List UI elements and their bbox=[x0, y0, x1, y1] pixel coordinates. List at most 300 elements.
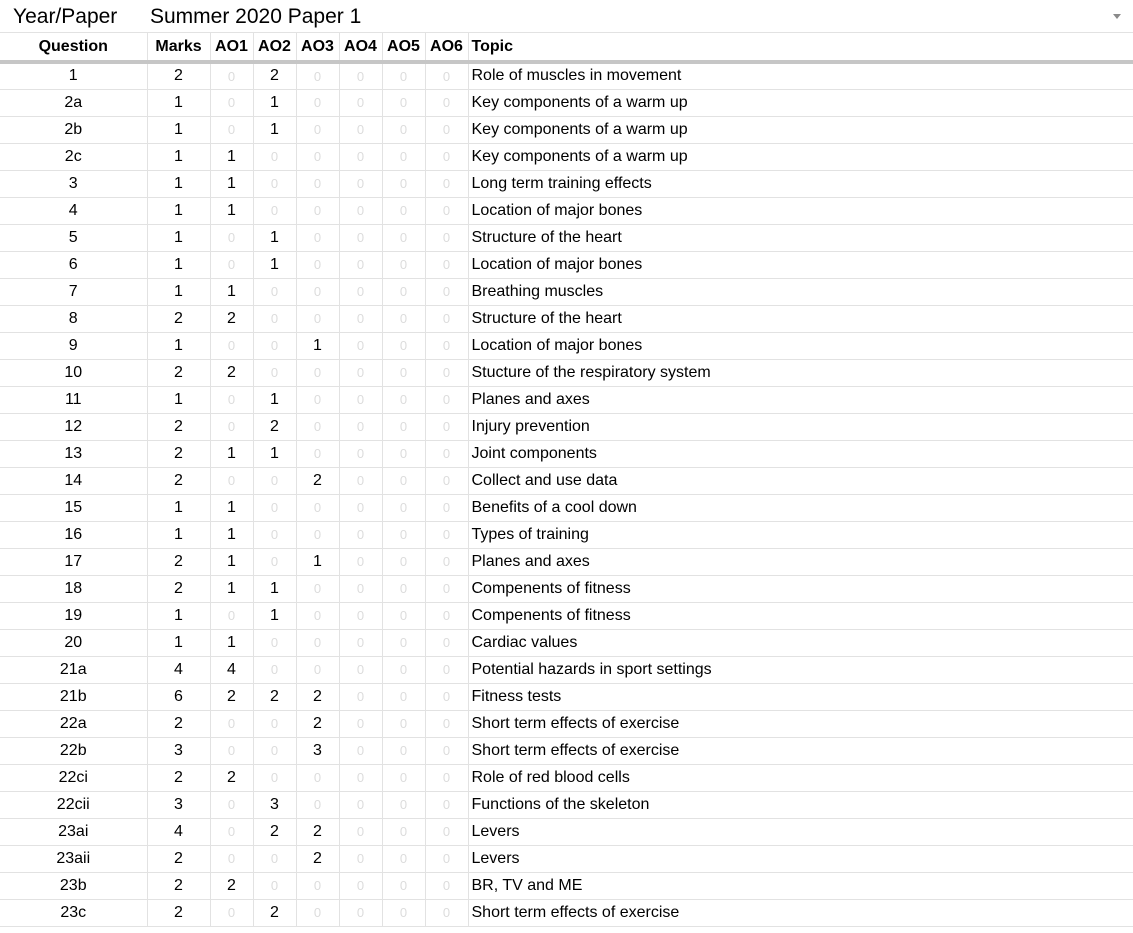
cell-ao1[interactable]: 1 bbox=[210, 170, 253, 197]
cell-ao2[interactable]: 0 bbox=[253, 845, 296, 872]
cell-question[interactable]: 23aii bbox=[0, 845, 147, 872]
cell-ao3[interactable]: 2 bbox=[296, 467, 339, 494]
cell-topic[interactable]: Structure of the heart bbox=[468, 305, 1133, 332]
cell-ao2[interactable]: 0 bbox=[253, 872, 296, 899]
cell-ao5[interactable]: 0 bbox=[382, 332, 425, 359]
cell-ao3[interactable]: 0 bbox=[296, 791, 339, 818]
cell-ao6[interactable]: 0 bbox=[425, 197, 468, 224]
cell-question[interactable]: 15 bbox=[0, 494, 147, 521]
cell-question[interactable]: 22ci bbox=[0, 764, 147, 791]
cell-ao6[interactable]: 0 bbox=[425, 575, 468, 602]
cell-question[interactable]: 2c bbox=[0, 143, 147, 170]
cell-question[interactable]: 6 bbox=[0, 251, 147, 278]
cell-ao2[interactable]: 0 bbox=[253, 467, 296, 494]
cell-ao4[interactable]: 0 bbox=[339, 602, 382, 629]
cell-ao6[interactable]: 0 bbox=[425, 791, 468, 818]
cell-ao5[interactable]: 0 bbox=[382, 62, 425, 89]
cell-ao5[interactable]: 0 bbox=[382, 899, 425, 926]
cell-question[interactable]: 22a bbox=[0, 710, 147, 737]
cell-ao1[interactable]: 0 bbox=[210, 737, 253, 764]
cell-ao4[interactable]: 0 bbox=[339, 89, 382, 116]
cell-ao3[interactable]: 0 bbox=[296, 602, 339, 629]
cell-ao3[interactable]: 2 bbox=[296, 818, 339, 845]
cell-ao2[interactable]: 0 bbox=[253, 197, 296, 224]
cell-marks[interactable]: 1 bbox=[147, 143, 210, 170]
cell-ao6[interactable]: 0 bbox=[425, 224, 468, 251]
cell-marks[interactable]: 2 bbox=[147, 845, 210, 872]
cell-question[interactable]: 22cii bbox=[0, 791, 147, 818]
cell-ao5[interactable]: 0 bbox=[382, 386, 425, 413]
column-header-ao2[interactable]: AO2 bbox=[253, 33, 296, 62]
cell-ao2[interactable]: 0 bbox=[253, 332, 296, 359]
cell-ao6[interactable]: 0 bbox=[425, 737, 468, 764]
cell-topic[interactable]: Location of major bones bbox=[468, 197, 1133, 224]
cell-question[interactable]: 14 bbox=[0, 467, 147, 494]
cell-question[interactable]: 19 bbox=[0, 602, 147, 629]
cell-ao2[interactable]: 0 bbox=[253, 629, 296, 656]
cell-ao1[interactable]: 1 bbox=[210, 278, 253, 305]
cell-ao4[interactable]: 0 bbox=[339, 224, 382, 251]
cell-ao6[interactable]: 0 bbox=[425, 548, 468, 575]
cell-ao5[interactable]: 0 bbox=[382, 359, 425, 386]
cell-ao1[interactable]: 1 bbox=[210, 629, 253, 656]
cell-question[interactable]: 9 bbox=[0, 332, 147, 359]
cell-topic[interactable]: Key components of a warm up bbox=[468, 116, 1133, 143]
cell-ao1[interactable]: 0 bbox=[210, 62, 253, 89]
cell-ao6[interactable]: 0 bbox=[425, 656, 468, 683]
cell-ao4[interactable]: 0 bbox=[339, 818, 382, 845]
cell-ao4[interactable]: 0 bbox=[339, 62, 382, 89]
cell-topic[interactable]: Location of major bones bbox=[468, 332, 1133, 359]
cell-ao4[interactable]: 0 bbox=[339, 467, 382, 494]
cell-ao6[interactable]: 0 bbox=[425, 62, 468, 89]
cell-ao6[interactable]: 0 bbox=[425, 440, 468, 467]
cell-ao6[interactable]: 0 bbox=[425, 170, 468, 197]
cell-ao5[interactable]: 0 bbox=[382, 845, 425, 872]
cell-marks[interactable]: 1 bbox=[147, 170, 210, 197]
cell-ao3[interactable]: 0 bbox=[296, 251, 339, 278]
cell-ao5[interactable]: 0 bbox=[382, 683, 425, 710]
cell-question[interactable]: 23b bbox=[0, 872, 147, 899]
cell-ao4[interactable]: 0 bbox=[339, 872, 382, 899]
cell-ao6[interactable]: 0 bbox=[425, 872, 468, 899]
cell-marks[interactable]: 1 bbox=[147, 278, 210, 305]
cell-ao5[interactable]: 0 bbox=[382, 710, 425, 737]
cell-topic[interactable]: BR, TV and ME bbox=[468, 872, 1133, 899]
cell-topic[interactable]: Role of red blood cells bbox=[468, 764, 1133, 791]
column-header-ao3[interactable]: AO3 bbox=[296, 33, 339, 62]
cell-topic[interactable]: Long term training effects bbox=[468, 170, 1133, 197]
cell-question[interactable]: 2b bbox=[0, 116, 147, 143]
cell-ao4[interactable]: 0 bbox=[339, 116, 382, 143]
cell-question[interactable]: 23ai bbox=[0, 818, 147, 845]
cell-ao2[interactable]: 1 bbox=[253, 224, 296, 251]
cell-ao5[interactable]: 0 bbox=[382, 548, 425, 575]
cell-ao4[interactable]: 0 bbox=[339, 440, 382, 467]
cell-ao3[interactable]: 0 bbox=[296, 764, 339, 791]
cell-question[interactable]: 1 bbox=[0, 62, 147, 89]
cell-ao2[interactable]: 0 bbox=[253, 521, 296, 548]
cell-topic[interactable]: Planes and axes bbox=[468, 386, 1133, 413]
cell-ao5[interactable]: 0 bbox=[382, 413, 425, 440]
cell-ao4[interactable]: 0 bbox=[339, 170, 382, 197]
cell-topic[interactable]: Compenents of fitness bbox=[468, 575, 1133, 602]
column-header-ao1[interactable]: AO1 bbox=[210, 33, 253, 62]
cell-ao3[interactable]: 0 bbox=[296, 386, 339, 413]
cell-topic[interactable]: Injury prevention bbox=[468, 413, 1133, 440]
cell-ao1[interactable]: 1 bbox=[210, 575, 253, 602]
cell-ao1[interactable]: 0 bbox=[210, 332, 253, 359]
paper-selector-value[interactable]: Summer 2020 Paper 1 bbox=[150, 5, 362, 28]
cell-ao3[interactable]: 0 bbox=[296, 305, 339, 332]
cell-topic[interactable]: Role of muscles in movement bbox=[468, 62, 1133, 89]
cell-ao5[interactable]: 0 bbox=[382, 251, 425, 278]
cell-ao2[interactable]: 0 bbox=[253, 764, 296, 791]
cell-ao4[interactable]: 0 bbox=[339, 305, 382, 332]
cell-ao5[interactable]: 0 bbox=[382, 89, 425, 116]
cell-question[interactable]: 23c bbox=[0, 899, 147, 926]
cell-ao5[interactable]: 0 bbox=[382, 629, 425, 656]
cell-ao3[interactable]: 0 bbox=[296, 62, 339, 89]
cell-question[interactable]: 20 bbox=[0, 629, 147, 656]
cell-ao3[interactable]: 1 bbox=[296, 548, 339, 575]
cell-topic[interactable]: Cardiac values bbox=[468, 629, 1133, 656]
cell-marks[interactable]: 3 bbox=[147, 737, 210, 764]
cell-ao6[interactable]: 0 bbox=[425, 143, 468, 170]
cell-ao3[interactable]: 0 bbox=[296, 575, 339, 602]
cell-ao2[interactable]: 2 bbox=[253, 62, 296, 89]
cell-question[interactable]: 3 bbox=[0, 170, 147, 197]
cell-ao3[interactable]: 2 bbox=[296, 710, 339, 737]
cell-question[interactable]: 4 bbox=[0, 197, 147, 224]
cell-ao3[interactable]: 0 bbox=[296, 413, 339, 440]
cell-ao2[interactable]: 2 bbox=[253, 899, 296, 926]
cell-ao3[interactable]: 0 bbox=[296, 197, 339, 224]
column-header-question[interactable]: Question bbox=[0, 33, 147, 62]
cell-ao4[interactable]: 0 bbox=[339, 791, 382, 818]
cell-topic[interactable]: Levers bbox=[468, 845, 1133, 872]
cell-ao1[interactable]: 0 bbox=[210, 224, 253, 251]
cell-question[interactable]: 21b bbox=[0, 683, 147, 710]
cell-marks[interactable]: 2 bbox=[147, 440, 210, 467]
cell-question[interactable]: 13 bbox=[0, 440, 147, 467]
cell-ao1[interactable]: 1 bbox=[210, 494, 253, 521]
cell-ao2[interactable]: 0 bbox=[253, 656, 296, 683]
cell-ao2[interactable]: 0 bbox=[253, 494, 296, 521]
cell-ao6[interactable]: 0 bbox=[425, 359, 468, 386]
cell-ao2[interactable]: 1 bbox=[253, 251, 296, 278]
cell-marks[interactable]: 3 bbox=[147, 791, 210, 818]
cell-ao5[interactable]: 0 bbox=[382, 224, 425, 251]
column-header-ao6[interactable]: AO6 bbox=[425, 33, 468, 62]
cell-ao1[interactable]: 1 bbox=[210, 143, 253, 170]
cell-ao5[interactable]: 0 bbox=[382, 737, 425, 764]
cell-ao5[interactable]: 0 bbox=[382, 197, 425, 224]
cell-question[interactable]: 2a bbox=[0, 89, 147, 116]
chevron-down-icon[interactable] bbox=[1113, 14, 1121, 19]
cell-ao6[interactable]: 0 bbox=[425, 305, 468, 332]
cell-topic[interactable]: Fitness tests bbox=[468, 683, 1133, 710]
cell-topic[interactable]: Types of training bbox=[468, 521, 1133, 548]
cell-topic[interactable]: Potential hazards in sport settings bbox=[468, 656, 1133, 683]
cell-topic[interactable]: Joint components bbox=[468, 440, 1133, 467]
cell-ao5[interactable]: 0 bbox=[382, 521, 425, 548]
cell-ao1[interactable]: 0 bbox=[210, 845, 253, 872]
cell-ao4[interactable]: 0 bbox=[339, 494, 382, 521]
cell-marks[interactable]: 2 bbox=[147, 872, 210, 899]
cell-question[interactable]: 12 bbox=[0, 413, 147, 440]
cell-ao6[interactable]: 0 bbox=[425, 710, 468, 737]
cell-marks[interactable]: 2 bbox=[147, 764, 210, 791]
cell-ao2[interactable]: 0 bbox=[253, 737, 296, 764]
cell-marks[interactable]: 1 bbox=[147, 197, 210, 224]
cell-ao1[interactable]: 1 bbox=[210, 440, 253, 467]
cell-ao3[interactable]: 0 bbox=[296, 359, 339, 386]
cell-ao5[interactable]: 0 bbox=[382, 791, 425, 818]
cell-topic[interactable]: Breathing muscles bbox=[468, 278, 1133, 305]
cell-marks[interactable]: 2 bbox=[147, 413, 210, 440]
cell-ao4[interactable]: 0 bbox=[339, 413, 382, 440]
cell-ao1[interactable]: 0 bbox=[210, 89, 253, 116]
cell-topic[interactable]: Key components of a warm up bbox=[468, 143, 1133, 170]
cell-ao1[interactable]: 4 bbox=[210, 656, 253, 683]
cell-question[interactable]: 7 bbox=[0, 278, 147, 305]
cell-ao4[interactable]: 0 bbox=[339, 278, 382, 305]
cell-ao5[interactable]: 0 bbox=[382, 170, 425, 197]
cell-ao5[interactable]: 0 bbox=[382, 602, 425, 629]
cell-ao4[interactable]: 0 bbox=[339, 845, 382, 872]
cell-ao5[interactable]: 0 bbox=[382, 656, 425, 683]
cell-question[interactable]: 21a bbox=[0, 656, 147, 683]
cell-ao4[interactable]: 0 bbox=[339, 629, 382, 656]
cell-marks[interactable]: 4 bbox=[147, 656, 210, 683]
cell-ao2[interactable]: 1 bbox=[253, 89, 296, 116]
cell-marks[interactable]: 1 bbox=[147, 224, 210, 251]
cell-ao4[interactable]: 0 bbox=[339, 386, 382, 413]
column-header-topic[interactable]: Topic bbox=[468, 33, 1133, 62]
cell-question[interactable]: 5 bbox=[0, 224, 147, 251]
cell-ao2[interactable]: 1 bbox=[253, 386, 296, 413]
cell-ao4[interactable]: 0 bbox=[339, 143, 382, 170]
cell-topic[interactable]: Short term effects of exercise bbox=[468, 899, 1133, 926]
cell-ao1[interactable]: 1 bbox=[210, 197, 253, 224]
cell-ao3[interactable]: 0 bbox=[296, 170, 339, 197]
cell-marks[interactable]: 2 bbox=[147, 575, 210, 602]
cell-ao1[interactable]: 2 bbox=[210, 305, 253, 332]
cell-topic[interactable]: Short term effects of exercise bbox=[468, 737, 1133, 764]
cell-topic[interactable]: Functions of the skeleton bbox=[468, 791, 1133, 818]
cell-ao1[interactable]: 2 bbox=[210, 683, 253, 710]
cell-ao5[interactable]: 0 bbox=[382, 467, 425, 494]
cell-ao5[interactable]: 0 bbox=[382, 818, 425, 845]
cell-ao1[interactable]: 2 bbox=[210, 764, 253, 791]
cell-marks[interactable]: 2 bbox=[147, 467, 210, 494]
cell-ao6[interactable]: 0 bbox=[425, 413, 468, 440]
cell-ao6[interactable]: 0 bbox=[425, 818, 468, 845]
column-header-ao4[interactable]: AO4 bbox=[339, 33, 382, 62]
cell-ao1[interactable]: 2 bbox=[210, 872, 253, 899]
cell-question[interactable]: 22b bbox=[0, 737, 147, 764]
cell-ao3[interactable]: 0 bbox=[296, 521, 339, 548]
cell-ao6[interactable]: 0 bbox=[425, 116, 468, 143]
cell-ao3[interactable]: 0 bbox=[296, 224, 339, 251]
cell-ao6[interactable]: 0 bbox=[425, 602, 468, 629]
cell-question[interactable]: 17 bbox=[0, 548, 147, 575]
cell-ao6[interactable]: 0 bbox=[425, 386, 468, 413]
cell-ao3[interactable]: 0 bbox=[296, 494, 339, 521]
cell-ao2[interactable]: 0 bbox=[253, 143, 296, 170]
cell-ao3[interactable]: 2 bbox=[296, 845, 339, 872]
cell-ao4[interactable]: 0 bbox=[339, 656, 382, 683]
cell-marks[interactable]: 2 bbox=[147, 359, 210, 386]
cell-ao1[interactable]: 0 bbox=[210, 791, 253, 818]
cell-ao1[interactable]: 0 bbox=[210, 413, 253, 440]
cell-ao4[interactable]: 0 bbox=[339, 737, 382, 764]
cell-ao4[interactable]: 0 bbox=[339, 359, 382, 386]
paper-selector[interactable] bbox=[0, 0, 1133, 33]
cell-topic[interactable]: Collect and use data bbox=[468, 467, 1133, 494]
cell-marks[interactable]: 1 bbox=[147, 251, 210, 278]
cell-ao5[interactable]: 0 bbox=[382, 143, 425, 170]
cell-marks[interactable]: 1 bbox=[147, 629, 210, 656]
cell-ao4[interactable]: 0 bbox=[339, 548, 382, 575]
cell-marks[interactable]: 1 bbox=[147, 521, 210, 548]
cell-question[interactable]: 16 bbox=[0, 521, 147, 548]
cell-ao4[interactable]: 0 bbox=[339, 710, 382, 737]
cell-ao2[interactable]: 0 bbox=[253, 305, 296, 332]
cell-ao2[interactable]: 1 bbox=[253, 116, 296, 143]
cell-ao2[interactable]: 1 bbox=[253, 602, 296, 629]
cell-topic[interactable]: Levers bbox=[468, 818, 1133, 845]
cell-marks[interactable]: 4 bbox=[147, 818, 210, 845]
cell-ao5[interactable]: 0 bbox=[382, 305, 425, 332]
cell-ao1[interactable]: 0 bbox=[210, 710, 253, 737]
cell-ao6[interactable]: 0 bbox=[425, 683, 468, 710]
cell-marks[interactable]: 1 bbox=[147, 116, 210, 143]
cell-ao1[interactable]: 0 bbox=[210, 386, 253, 413]
cell-topic[interactable]: Short term effects of exercise bbox=[468, 710, 1133, 737]
cell-ao3[interactable]: 0 bbox=[296, 440, 339, 467]
cell-ao4[interactable]: 0 bbox=[339, 197, 382, 224]
cell-ao1[interactable]: 0 bbox=[210, 818, 253, 845]
cell-ao4[interactable]: 0 bbox=[339, 251, 382, 278]
cell-ao5[interactable]: 0 bbox=[382, 440, 425, 467]
cell-ao4[interactable]: 0 bbox=[339, 332, 382, 359]
cell-ao6[interactable]: 0 bbox=[425, 845, 468, 872]
cell-ao3[interactable]: 2 bbox=[296, 683, 339, 710]
cell-ao5[interactable]: 0 bbox=[382, 872, 425, 899]
cell-topic[interactable]: Planes and axes bbox=[468, 548, 1133, 575]
cell-ao2[interactable]: 0 bbox=[253, 548, 296, 575]
cell-ao2[interactable]: 2 bbox=[253, 818, 296, 845]
cell-ao4[interactable]: 0 bbox=[339, 575, 382, 602]
cell-ao5[interactable]: 0 bbox=[382, 764, 425, 791]
cell-ao5[interactable]: 0 bbox=[382, 575, 425, 602]
cell-question[interactable]: 8 bbox=[0, 305, 147, 332]
cell-ao1[interactable]: 2 bbox=[210, 359, 253, 386]
cell-ao2[interactable]: 1 bbox=[253, 575, 296, 602]
cell-question[interactable]: 11 bbox=[0, 386, 147, 413]
cell-marks[interactable]: 2 bbox=[147, 62, 210, 89]
cell-marks[interactable]: 1 bbox=[147, 89, 210, 116]
cell-marks[interactable]: 1 bbox=[147, 386, 210, 413]
cell-ao6[interactable]: 0 bbox=[425, 899, 468, 926]
cell-topic[interactable]: Compenents of fitness bbox=[468, 602, 1133, 629]
cell-ao3[interactable]: 0 bbox=[296, 629, 339, 656]
cell-topic[interactable]: Location of major bones bbox=[468, 251, 1133, 278]
cell-marks[interactable]: 2 bbox=[147, 548, 210, 575]
cell-ao1[interactable]: 1 bbox=[210, 548, 253, 575]
cell-ao6[interactable]: 0 bbox=[425, 629, 468, 656]
cell-ao1[interactable]: 0 bbox=[210, 251, 253, 278]
cell-ao2[interactable]: 1 bbox=[253, 440, 296, 467]
cell-ao1[interactable]: 0 bbox=[210, 116, 253, 143]
cell-ao6[interactable]: 0 bbox=[425, 764, 468, 791]
cell-marks[interactable]: 2 bbox=[147, 305, 210, 332]
cell-ao2[interactable]: 0 bbox=[253, 710, 296, 737]
cell-ao3[interactable]: 0 bbox=[296, 143, 339, 170]
cell-ao3[interactable]: 1 bbox=[296, 332, 339, 359]
cell-ao6[interactable]: 0 bbox=[425, 494, 468, 521]
cell-ao5[interactable]: 0 bbox=[382, 494, 425, 521]
cell-ao4[interactable]: 0 bbox=[339, 899, 382, 926]
cell-marks[interactable]: 6 bbox=[147, 683, 210, 710]
cell-ao6[interactable]: 0 bbox=[425, 89, 468, 116]
cell-ao3[interactable]: 0 bbox=[296, 872, 339, 899]
cell-ao6[interactable]: 0 bbox=[425, 521, 468, 548]
cell-ao1[interactable]: 0 bbox=[210, 602, 253, 629]
cell-ao6[interactable]: 0 bbox=[425, 332, 468, 359]
cell-ao2[interactable]: 0 bbox=[253, 170, 296, 197]
cell-ao2[interactable]: 2 bbox=[253, 413, 296, 440]
cell-ao5[interactable]: 0 bbox=[382, 116, 425, 143]
column-header-marks[interactable]: Marks bbox=[147, 33, 210, 62]
cell-marks[interactable]: 2 bbox=[147, 899, 210, 926]
cell-marks[interactable]: 1 bbox=[147, 602, 210, 629]
cell-ao3[interactable]: 0 bbox=[296, 89, 339, 116]
cell-topic[interactable]: Stucture of the respiratory system bbox=[468, 359, 1133, 386]
cell-ao3[interactable]: 0 bbox=[296, 116, 339, 143]
cell-ao1[interactable]: 1 bbox=[210, 521, 253, 548]
cell-ao2[interactable]: 3 bbox=[253, 791, 296, 818]
cell-ao1[interactable]: 0 bbox=[210, 467, 253, 494]
cell-topic[interactable]: Benefits of a cool down bbox=[468, 494, 1133, 521]
cell-ao2[interactable]: 2 bbox=[253, 683, 296, 710]
cell-question[interactable]: 10 bbox=[0, 359, 147, 386]
cell-ao2[interactable]: 0 bbox=[253, 359, 296, 386]
cell-marks[interactable]: 1 bbox=[147, 332, 210, 359]
cell-ao1[interactable]: 0 bbox=[210, 899, 253, 926]
cell-ao6[interactable]: 0 bbox=[425, 278, 468, 305]
cell-marks[interactable]: 2 bbox=[147, 710, 210, 737]
cell-topic[interactable]: Key components of a warm up bbox=[468, 89, 1133, 116]
cell-marks[interactable]: 1 bbox=[147, 494, 210, 521]
cell-ao4[interactable]: 0 bbox=[339, 683, 382, 710]
cell-ao3[interactable]: 0 bbox=[296, 899, 339, 926]
column-header-ao5[interactable]: AO5 bbox=[382, 33, 425, 62]
cell-ao4[interactable]: 0 bbox=[339, 764, 382, 791]
cell-ao5[interactable]: 0 bbox=[382, 278, 425, 305]
cell-ao3[interactable]: 0 bbox=[296, 278, 339, 305]
cell-ao3[interactable]: 3 bbox=[296, 737, 339, 764]
cell-ao4[interactable]: 0 bbox=[339, 521, 382, 548]
cell-ao2[interactable]: 0 bbox=[253, 278, 296, 305]
cell-ao3[interactable]: 0 bbox=[296, 656, 339, 683]
cell-question[interactable]: 18 bbox=[0, 575, 147, 602]
cell-topic[interactable]: Structure of the heart bbox=[468, 224, 1133, 251]
cell-ao6[interactable]: 0 bbox=[425, 467, 468, 494]
cell-ao6[interactable]: 0 bbox=[425, 251, 468, 278]
